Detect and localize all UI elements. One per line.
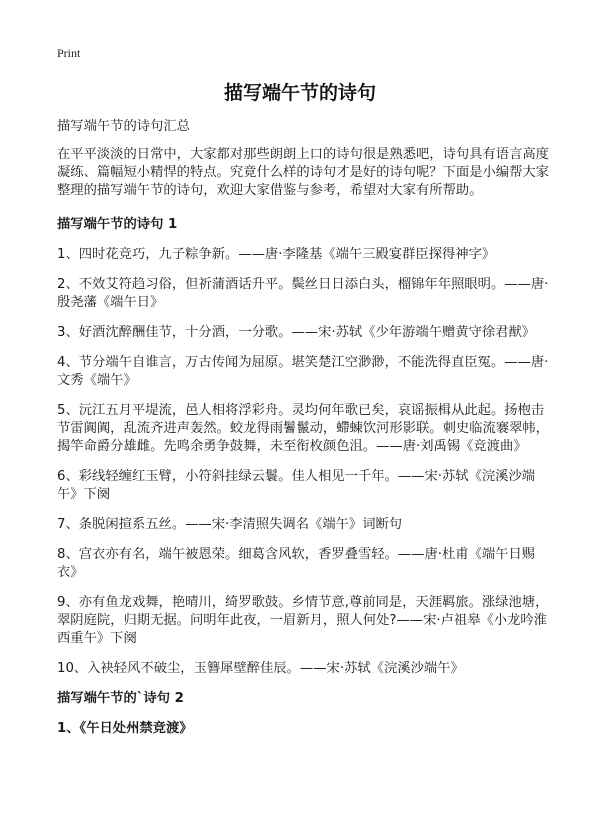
poem-item: 1、四时花竞巧，九子粽争新。——唐·李隆基《端午三殿宴群臣探得神字》 <box>57 247 496 262</box>
page-title: 描写端午节的诗句 <box>223 82 376 104</box>
poem-item: 3、好酒沈醉酬佳节，十分酒，一分歌。——宋·苏轼《少年游端午赠黄守徐君猷》 <box>57 325 536 340</box>
poem-item: 5、沅江五月平堤流，邑人相将浮彩舟。灵均何年歌已矣，哀谣振楫从此起。扬枹击节雷阗阗，乱流齐进声轰然。蛟龙得雨鬐鬣动，螮蝀饮河形影联。刺史临流褰翠帏，揭竿命爵分雄雌。先鸣余勇争鼓舞，未至衔枚颜色沮。——唐·刘禹锡《竞渡曲》 <box>57 403 549 454</box>
poem-item: 9、亦有鱼龙戏舞，艳晴川，绮罗歌鼓。乡情节意,尊前同是，天涯羁旅。涨绿池塘，翠阴庭院，归期无据。问明年此夜，一眉新月，照人何处?——宋·卢祖皋《小龙吟淮西重午》下阕 <box>57 595 549 646</box>
poem-item: 8、宫衣亦有名，端午被恩荣。细葛含风软，香罗叠雪轻。——唐·杜甫《端午日赐衣》 <box>57 547 536 580</box>
poem-item: 7、条脱闲揎系五丝。——宋·李清照失调名《端午》词断句 <box>57 517 403 532</box>
poem-title-item: 1、《午日处州禁竞渡》 <box>57 721 193 736</box>
print-link[interactable]: Print <box>57 46 81 60</box>
article-body <box>57 118 553 750</box>
section-heading-2: 描写端午节的`诗句 2 <box>57 691 184 706</box>
poem-item: 2、不效艾符趋习俗，但祈蒲酒话升平。鬓丝日日添白头，榴锦年年照眼明。——唐·殷尧藩《端午日》 <box>57 277 549 310</box>
article-subtitle: 描写端午节的诗句汇总 <box>57 119 190 134</box>
poem-item: 4、节分端午自谁言，万古传闻为屈原。堪笑楚江空渺渺，不能洗得直臣冤。——唐·文秀《端午》 <box>57 355 549 388</box>
intro-paragraph: 在平平淡淡的日常中，大家都对那些朗朗上口的诗句很是熟悉吧，诗句具有语言高度凝练、篇幅短小精悍的特点。究竟什么样的诗句才是好的诗句呢？下面是小编帮大家整理的描写端午节的诗句，欢迎大家借鉴与参考，希望对大家有所帮助。 <box>57 147 549 198</box>
section-heading-1: 描写端午节的诗句 1 <box>57 217 178 232</box>
poem-item: 6、彩线轻缠红玉臂，小符斜挂绿云鬟。佳人相见一千年。——宋·苏轼《浣溪沙端午》下阕 <box>57 469 536 502</box>
poem-item: 10、入袂轻风不破尘，玉簪犀壁醉佳辰。——宋·苏轼《浣溪沙端午》 <box>57 661 464 676</box>
